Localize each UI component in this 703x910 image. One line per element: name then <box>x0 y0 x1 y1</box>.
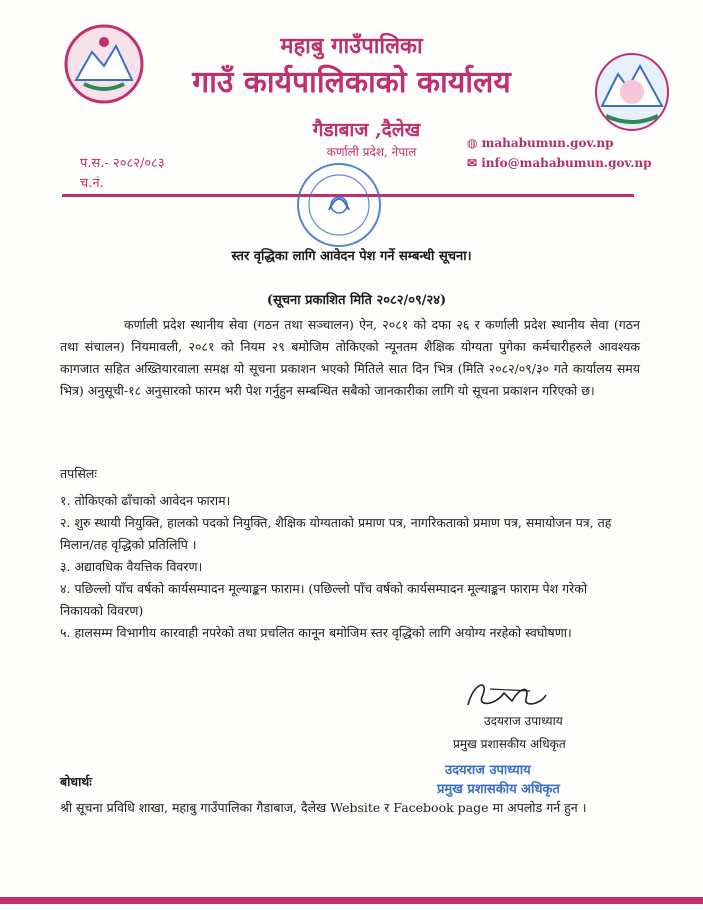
contact-block <box>467 136 652 176</box>
details-item: ५. हालसम्म विभागीय कारवाही नपरेको तथा प्रचलित कानून बमोजिम स्तर वृद्धिको लागि अयोग्य नरहेको स्वघोषणा। <box>60 625 572 640</box>
details-heading: तपसिलः <box>60 466 97 481</box>
mail-icon: ✉ <box>467 156 482 170</box>
office-name-heading: गाउँ कार्यपालिकाको कार्यालय <box>192 65 511 100</box>
details-list <box>60 490 620 644</box>
globe-icon: ◍ <box>467 136 482 150</box>
website-line[interactable] <box>467 136 652 150</box>
org-name-line: महाबु गाउँपालिका <box>280 33 423 59</box>
details-item: १. तोकिएको ढाँचाको आवेदन फाराम। <box>60 493 231 508</box>
details-item: २. शुरु स्थायी नियुक्ति, हालको पदको नियुक्ति, शैक्षिक योग्यताको प्रमाण पत्र, नागरिकताको प्रमाण पत्र, समायोजन पत्र, तह मिलान/तह वृद्धिको प्रतिलिपि । <box>60 515 612 552</box>
reference-block <box>80 154 165 194</box>
notice-subject: स्तर वृद्धिका लागि आवेदन पेश गर्ने सम्बन्धी सूचना। <box>231 249 472 264</box>
email-line[interactable] <box>467 156 652 170</box>
details-item: ४. पछिल्लो पाँच वर्षको कार्यसम्पादन मूल्याङ्कन फाराम। (पछिल्लो पाँच वर्षको कार्यसम्पादन मूल्याङ्कन फाराम पेश गरेको निकायको विवरण) <box>60 581 588 618</box>
website-link[interactable]: mahabumun.gov.np <box>481 136 614 150</box>
dispatch-number: च.नं. <box>80 176 104 191</box>
office-location: गैडाबाज ,दैलेख <box>312 119 421 141</box>
footer-bar <box>0 897 703 904</box>
signatory-title: प्रमुख प्रशासकीय अधिकृत <box>453 737 566 751</box>
details-item: ३. अद्यावधिक वैयत्तिक विवरण। <box>60 559 203 574</box>
stamp-title: प्रमुख प्रशासकीय अधिकृत <box>437 782 560 797</box>
email-link[interactable]: info@mahabumun.gov.np <box>481 156 652 170</box>
cc-text: श्री सूचना प्रविधि शाखा, महाबु गाउँपालिका गैडाबाज, दैलेख Website र Facebook page मा अपलोड गर्न हुन । <box>60 800 587 815</box>
reference-number: प.स.- २०८२/०८३ <box>80 156 165 171</box>
signatory-name: उदयराज उपाध्याय <box>484 714 563 728</box>
stamp-name: उदयराज उपाध्याय <box>445 763 531 778</box>
handwritten-signature <box>460 675 600 715</box>
office-seal <box>294 160 384 250</box>
cc-heading: बोधार्थः <box>60 774 92 789</box>
publication-date: (सूचना प्रकाशित मिति २०८२/०९/२४) <box>266 293 447 308</box>
province-line: कर्णाली प्रदेश, नेपाल <box>326 145 417 159</box>
notice-body: कर्णाली प्रदेश स्थानीय सेवा (गठन तथा सञ्चालन) ऐन, २०८१ को दफा २६ र कर्णाली प्रदेश स्थानीय सेवा (गठन तथा संचालन) नियमावली, २०८१ को नियम २९ बमोजिम तोकिएको न्यूनतम शैक्षिक योग्यता पुगेका कर्मचारीहरुले आवश्यक कागजात सहित अख्तियारवाला समक्ष यो सूचना प्रकाशन भएको मितिले सात दिन भित्र (मिति २०८२/०९/३० गते कार्यालय समय भित्र) अनुसूची-१८ अनुसारको फारम भरी पेश गर्नुहुन सम्बन्धित सबैको जानकारीका लागि यो सूचना प्रकाशन गरिएको छ। <box>60 317 640 398</box>
